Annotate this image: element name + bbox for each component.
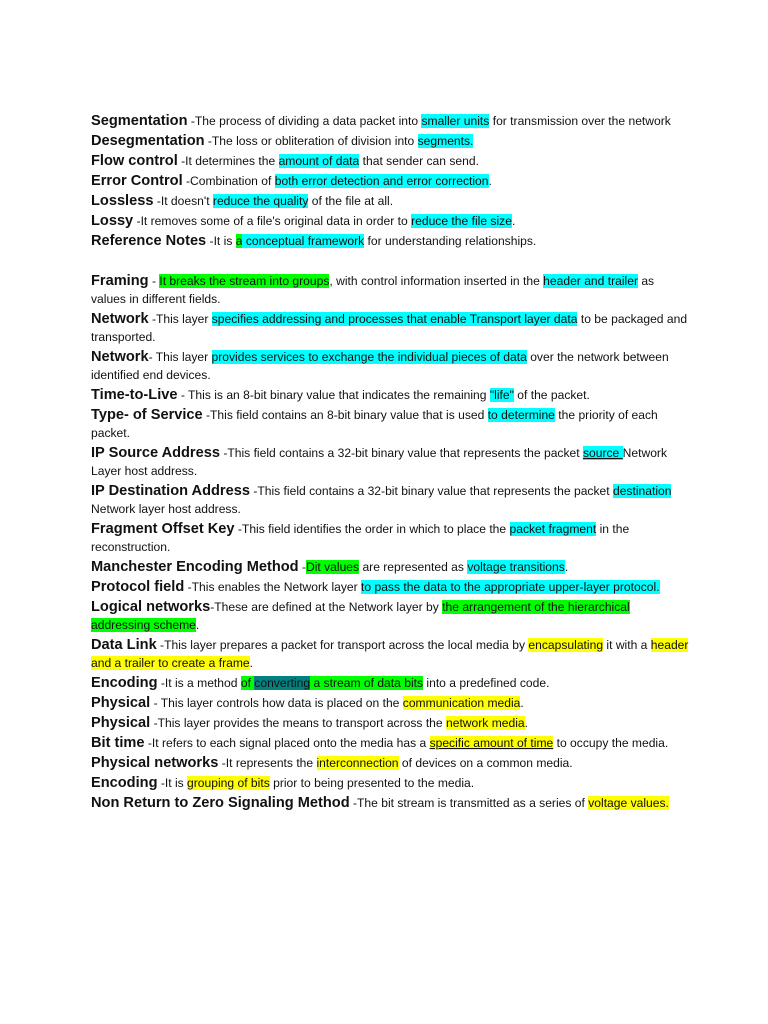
definition-text: of the packet. (513, 388, 590, 402)
definition-entry (91, 444, 691, 480)
definition-text: - (298, 560, 306, 574)
term-label: Protocol field (91, 579, 185, 595)
definition-entry (91, 152, 691, 170)
highlighted-text: to pass the data to the appropriate upper-layer protocol. (361, 580, 660, 594)
definition-text: . (511, 214, 516, 228)
term-label: Encoding (91, 675, 158, 691)
definition-entry (91, 754, 691, 772)
definition-text: -This enables the Network layer (184, 580, 362, 594)
term-label: Manchester Encoding Method (91, 559, 299, 575)
definition-text: -It is a method (157, 676, 241, 690)
definition-text: . (195, 618, 200, 632)
highlighted-text: header and trailer (543, 274, 638, 288)
highlighted-text: of (240, 676, 255, 690)
definition-text: -This layer prepares a packet for transport across the local media by (156, 638, 529, 652)
definition-entry (91, 212, 691, 230)
highlighted-text: reduce the quality (212, 194, 309, 208)
definition-text: -This layer (148, 312, 212, 326)
definition-entry (91, 636, 691, 672)
term-label: Fragment Offset Key (91, 521, 235, 537)
definition-text: - This layer controls how data is placed on the (150, 696, 403, 710)
term-label: Flow control (91, 153, 178, 169)
highlighted-text: communication media (402, 696, 521, 710)
term-label: Error Control (91, 173, 183, 189)
definition-text: -It is (157, 776, 188, 790)
highlighted-text: voltage transitions (467, 560, 565, 574)
highlighted-text: packet fragment (509, 522, 597, 536)
term-label: Lossless (91, 193, 154, 209)
term-label: Bit time (91, 735, 145, 751)
definition-entry (91, 694, 691, 712)
section-gap (91, 252, 691, 272)
term-label: Encoding (91, 775, 158, 791)
definition-entry (91, 348, 691, 384)
highlighted-text: both error detection and error correction (274, 174, 489, 188)
definition-text: to be packaged and transported. (91, 312, 688, 344)
highlighted-text: destination (612, 484, 672, 498)
definition-text: that sender can send. (359, 154, 479, 168)
highlighted-text: a (235, 234, 243, 248)
term-label: Non Return to Zero Signaling Method (91, 795, 350, 811)
highlighted-text: header and a trailer to create a frame (91, 638, 689, 670)
definition-text: , with control information inserted in the (329, 274, 544, 288)
term-label: IP Destination Address (91, 483, 250, 499)
definition-text: -This field contains an 8-bit binary value that is used (202, 408, 488, 422)
highlighted-text: interconnection (316, 756, 399, 770)
highlighted-text: provides services to exchange the individual pieces of data (211, 350, 527, 364)
definition-text: . (520, 696, 524, 710)
definition-entry (91, 310, 691, 346)
term-label: Network (91, 349, 149, 365)
term-label: Segmentation (91, 113, 188, 129)
definition-text: the priority of each packet. (91, 408, 658, 440)
term-label: Network (91, 311, 149, 327)
highlighted-text: grouping of bits (187, 776, 270, 790)
definition-entry (91, 674, 691, 692)
definition-entry (91, 386, 691, 404)
term-label: Reference Notes (91, 233, 207, 249)
definition-entry (91, 112, 691, 130)
highlighted-text: converting (254, 676, 311, 690)
definition-text: for understanding relationships. (364, 234, 537, 248)
term-label: Framing (91, 273, 149, 289)
definition-text: -It doesn't (153, 194, 213, 208)
definition-text: . (488, 174, 492, 188)
highlighted-text: It breaks the stream into groups (159, 274, 330, 288)
highlighted-text: Dit values (305, 560, 360, 574)
term-label: Physical (91, 695, 151, 711)
definition-text: -It is (206, 234, 236, 248)
term-label: IP Source Address (91, 445, 220, 461)
term-label: Physical (91, 715, 151, 731)
definition-text: it with a (603, 638, 651, 652)
highlighted-text: "life" (489, 388, 514, 402)
highlighted-text: reduce the file size (411, 214, 512, 228)
definition-entry (91, 132, 691, 150)
definition-entry (91, 734, 691, 752)
term-label: Logical networks (91, 599, 211, 615)
definition-text: . (249, 656, 254, 670)
definition-text: Network Layer host address. (91, 446, 668, 478)
highlighted-text: network media (446, 716, 525, 730)
definition-entry (91, 578, 691, 596)
definition-text: in the reconstruction. (91, 522, 630, 554)
document-body (91, 112, 691, 814)
definition-text: to occupy the media. (553, 736, 669, 750)
definition-text: -Combination of (182, 174, 275, 188)
highlighted-text: smaller units (421, 114, 490, 128)
definition-text: of the file at all. (308, 194, 394, 208)
highlighted-text: the arrangement of the hierarchical addressing scheme (91, 600, 630, 632)
definition-entry (91, 272, 691, 308)
definition-text: -It refers to each signal placed onto the media has a (144, 736, 430, 750)
definition-text: . (564, 560, 569, 574)
highlighted-text: source (582, 446, 623, 460)
definition-entry (91, 172, 691, 190)
highlighted-text: voltage values. (588, 796, 669, 810)
term-label: Lossy (91, 213, 134, 229)
definition-text: . (524, 716, 529, 730)
definition-entry (91, 482, 691, 518)
definition-entry (91, 794, 691, 812)
definition-text: -The loss or obliteration of division into (204, 134, 418, 148)
definition-text: over the network between identified end devices. (91, 350, 669, 382)
highlighted-text: to determine (487, 408, 555, 422)
definition-entry (91, 774, 691, 792)
term-label: Desegmentation (91, 133, 205, 149)
definition-entry (91, 714, 691, 732)
definition-text: -The process of dividing a data packet into (187, 114, 422, 128)
definition-entry (91, 192, 691, 210)
definition-text: -This layer provides the means to transport across the (150, 716, 446, 730)
highlighted-text: specifies addressing and processes that enable Transport layer data (211, 312, 578, 326)
highlighted-text: conceptual framework (242, 234, 365, 248)
term-label: Data Link (91, 637, 157, 653)
definition-text: - This is an 8-bit binary value that indicates the remaining (177, 388, 490, 402)
definition-entry (91, 232, 691, 250)
definition-entry (91, 598, 691, 634)
term-label: Time-to-Live (91, 387, 178, 403)
highlighted-text: segments. (417, 134, 474, 148)
definition-text: -These are defined at the Network layer by (210, 600, 443, 614)
term-label: Type- of Service (91, 407, 203, 423)
definition-text: -This field contains a 32-bit binary value that represents the packet (249, 484, 613, 498)
definition-text: as values in different fields. (91, 274, 655, 306)
definition-text: -This field contains a 32-bit binary value that represents the packet (219, 446, 583, 460)
definition-text: -It removes some of a file's original data in order to (133, 214, 412, 228)
definition-entry (91, 558, 691, 576)
definition-text: prior to being presented to the media. (269, 776, 475, 790)
definition-text: of devices on a common media. (398, 756, 573, 770)
definition-text: Network layer host address. (91, 502, 241, 516)
term-label: Physical networks (91, 755, 219, 771)
definition-text: for transmission over the network (489, 114, 671, 128)
definition-text: - This layer (148, 350, 212, 364)
highlighted-text: amount of data (278, 154, 360, 168)
definition-text: -It determines the (177, 154, 279, 168)
definition-text: into a predefined code. (423, 676, 550, 690)
definition-entry (91, 406, 691, 442)
highlighted-text: a stream of data bits (310, 676, 424, 690)
definition-text: -It represents the (218, 756, 317, 770)
highlighted-text: encapsulating (528, 638, 604, 652)
definition-entry (91, 520, 691, 556)
highlighted-text: specific amount of time (429, 736, 554, 750)
definition-text: are represented as (359, 560, 468, 574)
definition-text: -This field identifies the order in which to place the (234, 522, 510, 536)
definition-text: -The bit stream is transmitted as a series of (349, 796, 589, 810)
definition-text: - (148, 274, 160, 288)
